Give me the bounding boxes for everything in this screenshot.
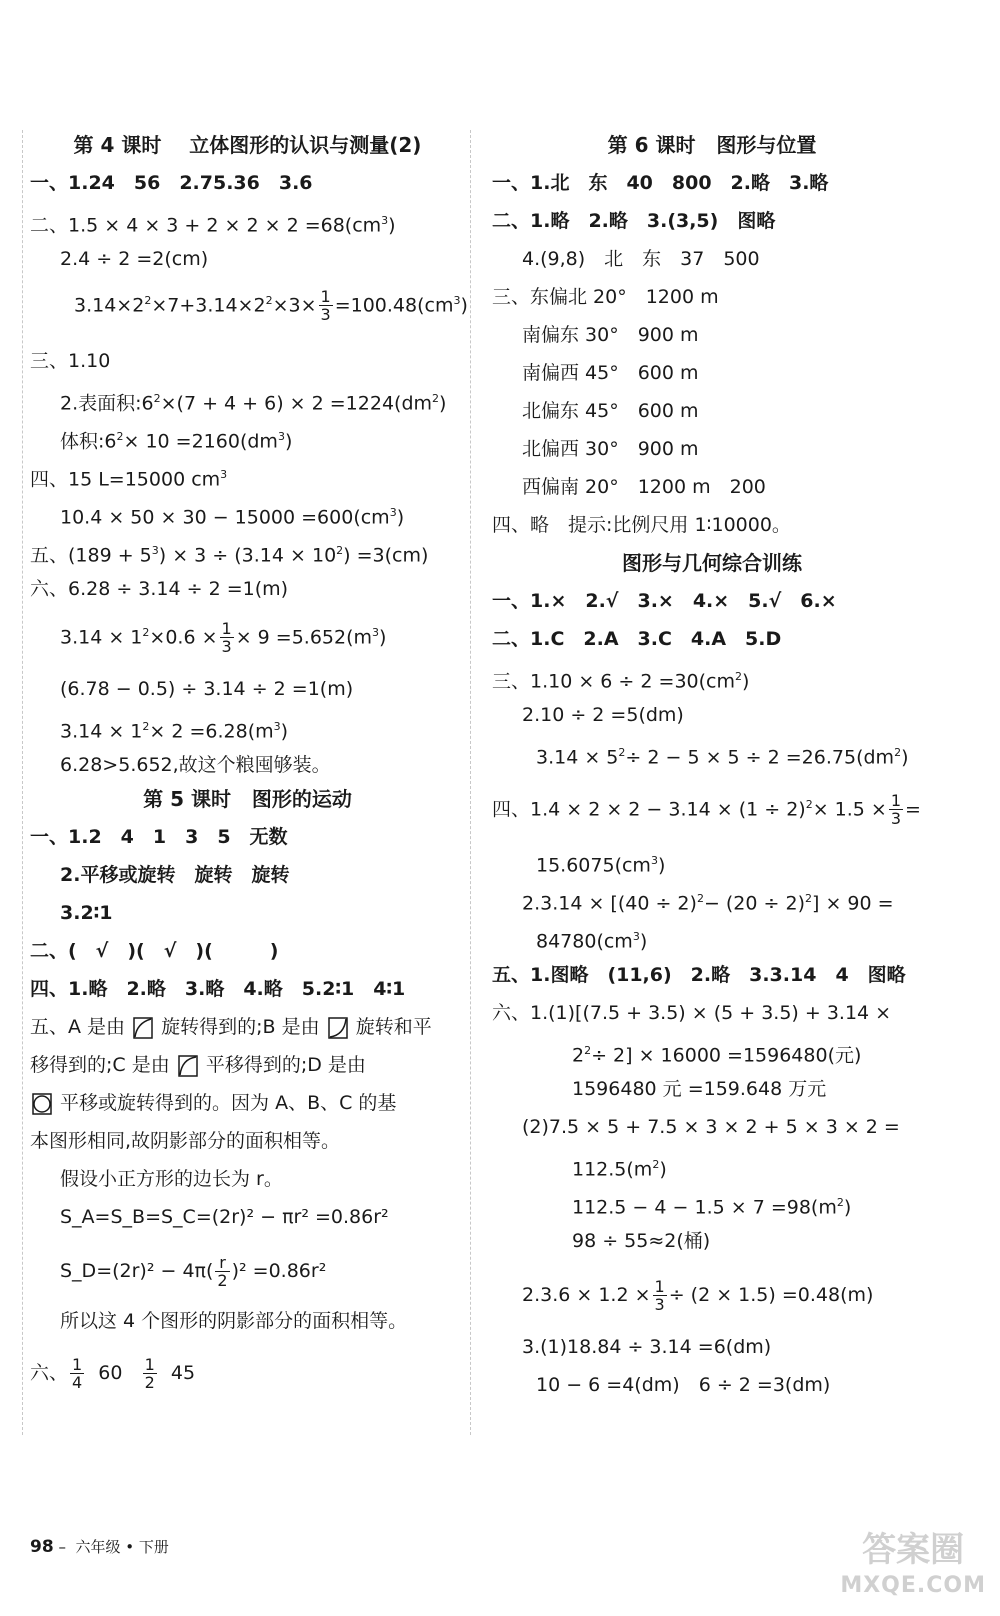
answer-line: 2.平移或旋转 旋转 旋转: [60, 864, 290, 886]
answer-line: 一、1.× 2.√ 3.× 4.× 5.√ 6.×: [492, 590, 837, 612]
shape-c-icon: [178, 1055, 198, 1077]
answer-line: 北偏西 30° 900 m: [522, 438, 699, 460]
answer-line: 2.4 ÷ 2 =2(cm): [60, 248, 209, 270]
answer-line: 98 ÷ 55≈2(桶): [572, 1230, 711, 1252]
answer-line: 6.28>5.652,故这个粮囤够装。: [60, 754, 331, 776]
fraction: $\frac{1}{3}$: [320, 287, 331, 325]
answer-line: 移得到的;C 是由 平移得到的;D 是由: [30, 1054, 366, 1076]
answer-line: 本图形相同,故阴影部分的面积相等。: [30, 1130, 341, 1152]
lesson-4-heading: 第 4 课时 立体图形的认识与测量(2): [73, 133, 422, 157]
answer-line: 二、$1.5 \times 4 \times 3 + 2 \times 2 \times 2 =68(cm^3)$: [30, 214, 396, 237]
page-footer: 98 – 六年级 • 下册: [30, 1537, 169, 1557]
answer-line: 南偏西 45° 600 m: [522, 362, 699, 384]
answer-line: $84780(cm^3)$: [536, 930, 648, 953]
column-divider-middle: [470, 130, 471, 1435]
answer-line: S_D=(2r)² − 4π( $\frac{r}{2}$ )² =0.86r²: [60, 1253, 327, 1290]
answer-line: $3.14\times 2^2\times 7+3.14\times 2^2\times 3\times$ $\frac{1}{3}$ $=100.48(cm^3)$: [74, 287, 468, 325]
answer-line: 3.2∶1: [60, 902, 113, 924]
answer-line: (2)7.5 × 5 + 7.5 × 3 × 2 + 5 × 3 × 2 =: [522, 1116, 900, 1138]
answer-line: (6.78 − 0.5) ÷ 3.14 ÷ 2 =1(m): [60, 678, 354, 700]
answer-line: $10.4 \times 50 \times 30 - 15000 =600(cm^3)$: [60, 506, 405, 529]
answer-line: $112.5 - 4 - 1.5 \times 7 =98(m^2)$: [572, 1196, 852, 1219]
answer-line: 2.表面积$:6^2\times(7 + 4 + 6) \times 2 =1224(dm^2)$: [60, 392, 447, 415]
answer-line: 2.10 ÷ 2 =5(dm): [522, 704, 684, 726]
fraction: $\frac{1}{4}$: [72, 1355, 83, 1392]
answer-line: 五、$(189 + 5^3) \times 3 \div (3.14 \times 10^2) =3(cm)$: [30, 544, 429, 567]
lesson-5-heading: 第 5 课时 图形的运动: [143, 787, 352, 811]
fraction: $\frac{r}{2}$: [217, 1253, 228, 1290]
answer-line: S_A=S_B=S_C=(2r)² − πr² =0.86r²: [60, 1206, 389, 1228]
answer-line: 三、$1.10 \times 6 \div 2 =30(cm^2)$: [492, 670, 750, 693]
answer-line: 4.(9,8) 北 东 37 500: [522, 248, 760, 270]
answer-line: 二、1.C 2.A 3.C 4.A 5.D: [492, 628, 782, 650]
answer-line: 一、1.北 东 40 800 2.略 3.略: [492, 172, 829, 194]
answer-line: $3.14 \times 5^2\div 2 - 5 \times 5 \div 2 =26.75(dm^2)$: [536, 746, 909, 769]
shape-d-icon: [32, 1093, 52, 1115]
fraction: $\frac{1}{3}$: [890, 791, 902, 829]
answer-line: 3.(1)18.84 ÷ 3.14 =6(dm): [522, 1336, 772, 1358]
answer-line: 三、1.10: [30, 350, 111, 372]
answer-line: 四、$1.4 \times 2 \times 2 - 3.14 \times (1 \div 2)^2\times 1.5$ × $\frac{1}{3}$ =: [492, 791, 921, 829]
answer-line: $15.6075(cm^3)$: [536, 854, 666, 877]
answer-line: 一、1.2 4 1 3 5 无数: [30, 826, 288, 848]
answer-line: 南偏东 30° 900 m: [522, 324, 699, 346]
answer-line: 五、1.图略 (11,6) 2.略 3.3.14 4 图略: [492, 964, 906, 986]
answer-line: 西偏南 20° 1200 m 200: [522, 476, 766, 498]
watermark-logo: 答案圈 MXQE.COM: [840, 1530, 986, 1598]
answer-line: $3.14 \times 1^2\times 2 =6.28(m^3)$: [60, 720, 289, 743]
answer-line: 六、1.(1)[(7.5 + 3.5) × (5 + 3.5) + 3.14 ×: [492, 1002, 892, 1024]
fraction: $\frac{1}{2}$: [144, 1355, 155, 1392]
answer-line: 六、6.28 ÷ 3.14 ÷ 2 =1(m): [30, 578, 289, 600]
shape-a-icon: [133, 1017, 153, 1039]
column-divider-left: [22, 130, 23, 1435]
answer-line: 假设小正方形的边长为 r。: [60, 1168, 283, 1190]
review-heading: 图形与几何综合训练: [622, 551, 802, 575]
shape-b-icon: [328, 1017, 348, 1039]
answer-line: 体积$:6^2\times 10 =2160(dm^3)$: [60, 430, 293, 453]
answer-line: 2.3.6 × 1.2 × $\frac{1}{3}$ ÷ (2 × 1.5) =0.48(m): [522, 1277, 874, 1314]
answer-line: 北偏东 45° 600 m: [522, 400, 699, 422]
answer-line: $2^2\div 2] \times 16000 =1596480$(元): [572, 1044, 862, 1067]
answer-line: 平移或旋转得到的。因为 A、B、C 的基: [30, 1090, 396, 1116]
fraction: $\frac{1}{3}$: [221, 619, 232, 657]
answer-line: 10 − 6 =4(dm) 6 ÷ 2 =3(dm): [536, 1374, 831, 1396]
answer-line: 四、1.略 2.略 3.略 4.略 5.2∶1 4∶1: [30, 978, 406, 1000]
answer-line: 二、1.略 2.略 3.(3,5) 图略: [492, 210, 776, 232]
answer-line: 五、A 是由 旋转得到的;B 是由 旋转和平: [30, 1016, 432, 1038]
answer-line: $112.5(m^2)$: [572, 1158, 667, 1181]
answer-line: 四、15 L=15000 $cm^3$: [30, 468, 228, 491]
fraction: $\frac{1}{3}$: [654, 1277, 665, 1314]
answer-line: $2.3.14 \times [(40 \div 2)^2- (20 \div 2)^2] \times 90$ =: [522, 892, 894, 915]
answer-line: 六、 $\frac{1}{4}$ 60 $\frac{1}{2}$ 45: [30, 1355, 196, 1392]
answer-line: 1596480 元 =159.648 万元: [572, 1078, 827, 1100]
answer-line: $3.14 \times 1^2\times 0.6$ × $\frac{1}{3}$ × $9 =5.652(m^3)$: [60, 619, 387, 657]
answer-line: 一、1.24 56 2.75.36 3.6: [30, 172, 313, 194]
answer-line: 三、东偏北 20° 1200 m: [492, 286, 719, 308]
lesson-6-heading: 第 6 课时 图形与位置: [607, 133, 817, 157]
answer-line: 所以这 4 个图形的阴影部分的面积相等。: [60, 1310, 408, 1332]
answer-line: 二、( √ )( √ )( ): [30, 940, 279, 962]
answer-line: 四、略 提示:比例尺用 1∶10000。: [492, 514, 791, 536]
